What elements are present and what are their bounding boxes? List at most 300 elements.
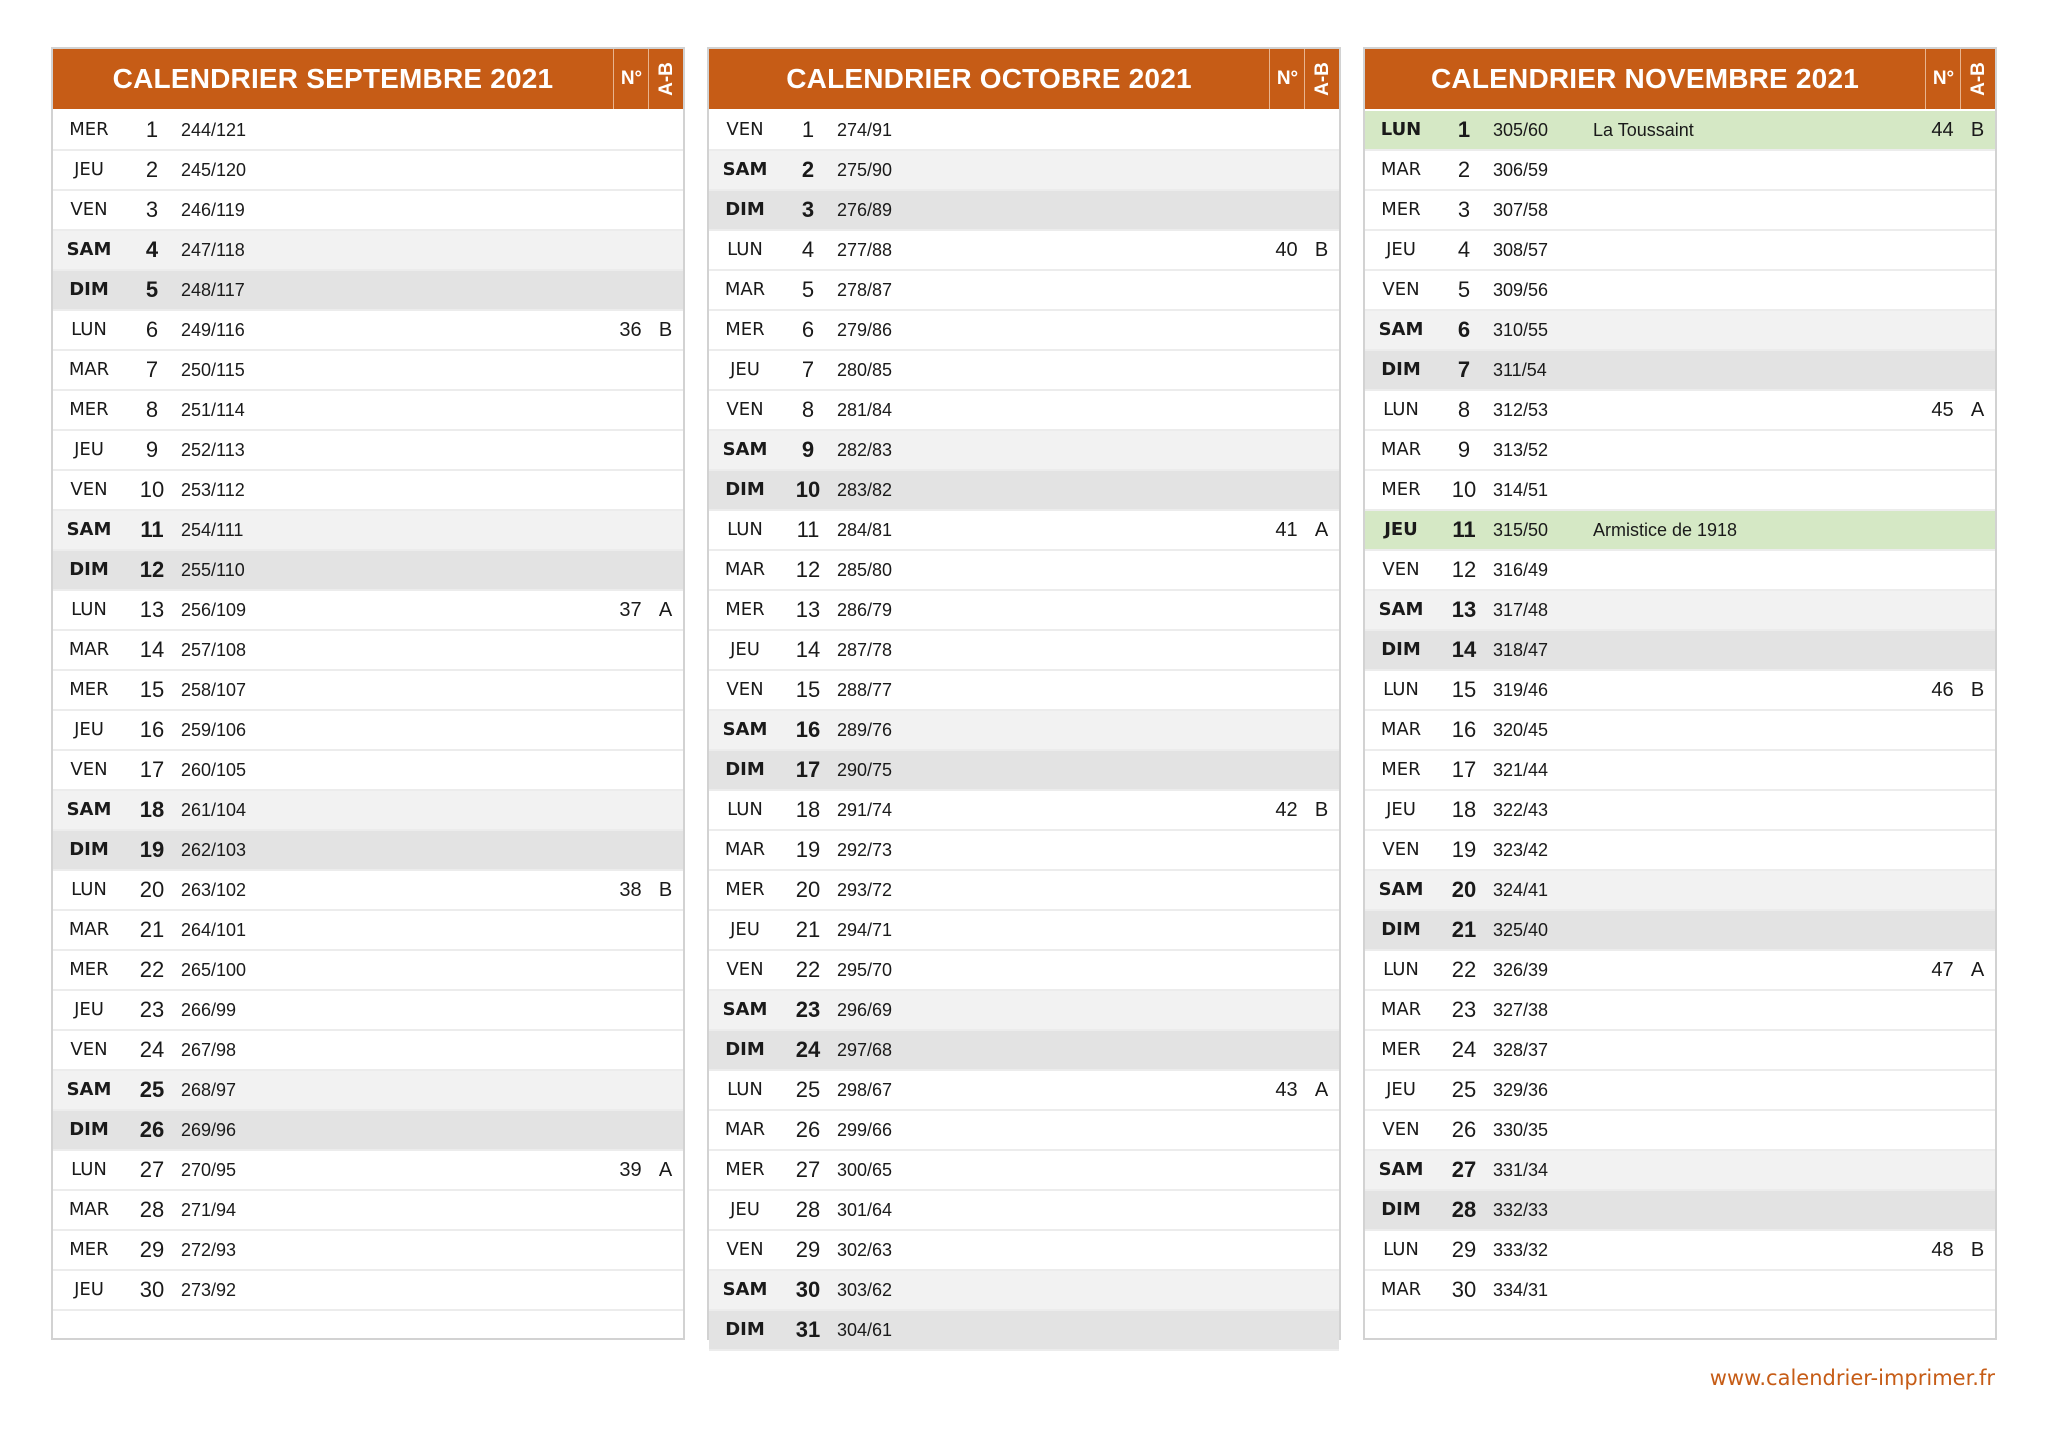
- day-row: [53, 791, 683, 831]
- day-number: 20: [1451, 877, 1477, 902]
- day-number: 29: [139, 1237, 165, 1262]
- day-of-year: 250/115: [181, 360, 245, 380]
- day-name: SAM: [1378, 879, 1424, 900]
- day-number: 1: [145, 117, 159, 142]
- week-number: 44: [1931, 119, 1954, 141]
- day-row: [53, 831, 683, 871]
- day-number: 26: [795, 1117, 821, 1142]
- day-of-year: 260/105: [181, 760, 247, 780]
- day-number: 28: [795, 1197, 821, 1222]
- day-name: SAM: [1378, 599, 1424, 620]
- day-number: 4: [145, 237, 159, 262]
- day-of-year: 298/67: [837, 1080, 893, 1100]
- day-row: [1365, 471, 1995, 511]
- day-name: MAR: [724, 839, 766, 860]
- day-number: 15: [795, 677, 821, 702]
- day-name: MAR: [1380, 1279, 1422, 1300]
- day-name: JEU: [74, 719, 104, 740]
- week-number: 40: [1275, 239, 1298, 261]
- day-number: 19: [795, 837, 821, 862]
- day-of-year: 333/32: [1493, 1240, 1549, 1260]
- day-row: [1365, 591, 1995, 631]
- day-number: 30: [795, 1277, 821, 1302]
- day-number: 3: [145, 197, 159, 222]
- day-row: [709, 951, 1339, 991]
- day-row: [709, 311, 1339, 351]
- day-row: [709, 231, 1339, 271]
- day-number: 8: [801, 397, 815, 422]
- day-name: SAM: [1378, 1159, 1424, 1180]
- day-name: MAR: [68, 1199, 110, 1220]
- day-row: [53, 711, 683, 751]
- day-row: [53, 671, 683, 711]
- day-of-year: 270/95: [181, 1160, 237, 1180]
- day-row: [1365, 1111, 1995, 1151]
- day-name: DIM: [725, 759, 765, 780]
- ab-week-header-label: A-B: [1311, 62, 1333, 96]
- day-number: 19: [1451, 837, 1477, 862]
- month-header: [53, 49, 683, 109]
- day-name: MAR: [1380, 439, 1422, 460]
- day-row: [1365, 351, 1995, 391]
- day-of-year: 303/62: [837, 1280, 893, 1300]
- day-of-year: 253/112: [181, 480, 245, 500]
- day-of-year: 263/102: [181, 880, 247, 900]
- day-of-year: 248/117: [181, 280, 245, 300]
- day-row: [709, 431, 1339, 471]
- day-number: 12: [795, 557, 821, 582]
- day-number: 13: [139, 597, 165, 622]
- day-number: 12: [139, 557, 165, 582]
- day-name: DIM: [69, 839, 109, 860]
- week-number: 36: [619, 319, 642, 341]
- day-of-year: 282/83: [837, 440, 893, 460]
- day-row: [709, 871, 1339, 911]
- day-row: [1365, 1071, 1995, 1111]
- day-number: 16: [139, 717, 165, 742]
- day-name: JEU: [74, 1279, 104, 1300]
- day-number: 8: [145, 397, 159, 422]
- week-number: 47: [1931, 959, 1954, 981]
- day-name: MER: [69, 119, 109, 140]
- day-name: DIM: [1381, 919, 1421, 940]
- day-row: [1365, 551, 1995, 591]
- day-row: [709, 751, 1339, 791]
- day-of-year: 267/98: [181, 1040, 237, 1060]
- day-name: JEU: [74, 439, 104, 460]
- day-name: DIM: [725, 479, 765, 500]
- day-row: [53, 271, 683, 311]
- day-of-year: 299/66: [837, 1120, 893, 1140]
- day-number: 24: [795, 1037, 821, 1062]
- day-number: 15: [1451, 677, 1477, 702]
- day-number: 4: [1457, 237, 1471, 262]
- day-name: VEN: [70, 759, 108, 780]
- day-name: SAM: [722, 159, 768, 180]
- ab-week-header-label: A-B: [655, 62, 677, 96]
- day-name: LUN: [1380, 119, 1422, 140]
- day-number: 24: [1451, 1037, 1477, 1062]
- day-number: 28: [1451, 1197, 1477, 1222]
- day-row: [709, 711, 1339, 751]
- day-number: 14: [795, 637, 821, 662]
- day-row: [53, 511, 683, 551]
- day-name: MAR: [1380, 719, 1422, 740]
- day-number: 10: [139, 477, 165, 502]
- day-number: 14: [139, 637, 165, 662]
- day-of-year: 244/121: [181, 120, 247, 140]
- day-of-year: 309/56: [1493, 280, 1549, 300]
- ab-week: B: [658, 879, 673, 901]
- day-of-year: 314/51: [1493, 480, 1549, 500]
- day-row: [709, 151, 1339, 191]
- day-of-year: 272/93: [181, 1240, 237, 1260]
- week-number: 39: [619, 1159, 642, 1181]
- day-name: SAM: [66, 519, 112, 540]
- day-of-year: 262/103: [181, 840, 247, 860]
- day-name: DIM: [1381, 1199, 1421, 1220]
- day-of-year: 258/107: [181, 680, 247, 700]
- day-number: 25: [1451, 1077, 1477, 1102]
- day-number: 12: [1451, 557, 1477, 582]
- day-name: JEU: [730, 359, 760, 380]
- week-number: 42: [1275, 799, 1298, 821]
- day-number: 27: [795, 1157, 821, 1182]
- month-calendar: [707, 47, 1341, 1340]
- day-row: [709, 351, 1339, 391]
- day-name: LUN: [1383, 679, 1419, 700]
- day-name: VEN: [726, 119, 764, 140]
- day-name: JEU: [730, 1199, 760, 1220]
- ab-week-header: [648, 49, 684, 109]
- day-of-year: 318/47: [1493, 640, 1549, 660]
- day-name: MAR: [68, 919, 110, 940]
- day-row: [1365, 231, 1995, 271]
- day-of-year: 283/82: [837, 480, 893, 500]
- day-number: 4: [801, 237, 815, 262]
- week-number: 46: [1931, 679, 1954, 701]
- day-number: 17: [1451, 757, 1477, 782]
- day-name: LUN: [1383, 959, 1419, 980]
- day-name: JEU: [1386, 799, 1416, 820]
- day-number: 10: [1451, 477, 1477, 502]
- holiday-name: La Toussaint: [1593, 120, 1694, 140]
- day-name: LUN: [71, 879, 107, 900]
- day-number: 22: [1451, 957, 1477, 982]
- day-of-year: 334/31: [1493, 1280, 1549, 1300]
- day-of-year: 305/60: [1493, 120, 1549, 140]
- day-number: 21: [795, 917, 821, 942]
- day-name: MAR: [724, 279, 766, 300]
- day-name: VEN: [726, 679, 764, 700]
- day-of-year: 271/94: [181, 1200, 237, 1220]
- day-of-year: 273/92: [181, 1280, 237, 1300]
- day-name: DIM: [725, 199, 765, 220]
- ab-week-header: [1304, 49, 1340, 109]
- ab-week: B: [1314, 799, 1329, 821]
- day-of-year: 280/85: [837, 360, 893, 380]
- day-of-year: 252/113: [181, 440, 245, 460]
- day-of-year: 254/111: [181, 520, 244, 540]
- day-name: VEN: [70, 1039, 108, 1060]
- day-of-year: 291/74: [837, 800, 893, 820]
- day-name: LUN: [727, 1079, 763, 1100]
- day-row: [1365, 991, 1995, 1031]
- day-of-year: 312/53: [1493, 400, 1549, 420]
- day-of-year: 292/73: [837, 840, 893, 860]
- day-row: [53, 1271, 683, 1311]
- day-of-year: 279/86: [837, 320, 893, 340]
- day-name: JEU: [730, 639, 760, 660]
- day-number: 26: [1451, 1117, 1477, 1142]
- day-row: [53, 151, 683, 191]
- day-row: [53, 311, 683, 351]
- day-row: [1365, 1151, 1995, 1191]
- day-row: [1365, 871, 1995, 911]
- day-of-year: 266/99: [181, 1000, 237, 1020]
- day-of-year: 322/43: [1493, 800, 1549, 820]
- day-of-year: 325/40: [1493, 920, 1549, 940]
- day-number: 6: [1457, 317, 1471, 342]
- day-number: 23: [1451, 997, 1477, 1022]
- day-of-year: 257/108: [181, 640, 247, 660]
- ab-week-header-label: A-B: [1967, 62, 1989, 96]
- week-number-header: N°: [613, 49, 649, 109]
- day-name: VEN: [70, 199, 108, 220]
- day-number: 17: [139, 757, 165, 782]
- day-row: [53, 591, 683, 631]
- day-number: 22: [795, 957, 821, 982]
- day-row: [1365, 911, 1995, 951]
- day-of-year: 277/88: [837, 240, 893, 260]
- day-of-year: 288/77: [837, 680, 893, 700]
- day-number: 13: [795, 597, 821, 622]
- day-number: 3: [801, 197, 815, 222]
- week-number: 45: [1931, 399, 1954, 421]
- day-name: MER: [69, 399, 109, 420]
- day-of-year: 294/71: [837, 920, 893, 940]
- week-number: 43: [1275, 1079, 1298, 1101]
- day-of-year: 329/36: [1493, 1080, 1549, 1100]
- day-row: [709, 1031, 1339, 1071]
- day-row: [1365, 151, 1995, 191]
- day-number: 23: [795, 997, 821, 1022]
- day-of-year: 293/72: [837, 880, 893, 900]
- day-row: [709, 1151, 1339, 1191]
- day-row: [53, 871, 683, 911]
- day-of-year: 324/41: [1493, 880, 1549, 900]
- day-number: 2: [1457, 157, 1471, 182]
- day-of-year: 302/63: [837, 1240, 893, 1260]
- month-title: CALENDRIER NOVEMBRE 2021: [1431, 63, 1859, 94]
- day-number: 1: [1457, 117, 1471, 142]
- day-number: 22: [139, 957, 165, 982]
- day-row: [709, 191, 1339, 231]
- day-row: [709, 631, 1339, 671]
- day-of-year: 259/106: [181, 720, 247, 740]
- ab-week: B: [658, 319, 673, 341]
- day-number: 10: [795, 477, 821, 502]
- day-row: [53, 1111, 683, 1151]
- day-row: [709, 511, 1339, 551]
- day-row: [709, 471, 1339, 511]
- day-name: MER: [69, 679, 109, 700]
- day-number: 31: [795, 1317, 821, 1342]
- ab-week: B: [1970, 1239, 1985, 1261]
- day-name: SAM: [1378, 319, 1424, 340]
- day-of-year: 284/81: [837, 520, 893, 540]
- day-name: LUN: [1383, 1239, 1419, 1260]
- day-number: 25: [795, 1077, 821, 1102]
- month-calendar: [51, 47, 685, 1340]
- day-name: SAM: [722, 719, 768, 740]
- day-of-year: 297/68: [837, 1040, 893, 1060]
- day-row: [1365, 951, 1995, 991]
- ab-week: A: [658, 1159, 673, 1181]
- day-name: DIM: [69, 559, 109, 580]
- day-row: [53, 1071, 683, 1111]
- ab-week: B: [1314, 239, 1329, 261]
- day-number: 20: [795, 877, 821, 902]
- day-row: [53, 231, 683, 271]
- day-name: VEN: [1382, 279, 1420, 300]
- day-row: [709, 271, 1339, 311]
- ab-week: A: [1970, 399, 1985, 421]
- day-name: MAR: [1380, 999, 1422, 1020]
- day-name: DIM: [1381, 639, 1421, 660]
- day-number: 11: [796, 517, 820, 542]
- day-name: MER: [1381, 1039, 1421, 1060]
- day-of-year: 256/109: [181, 600, 247, 620]
- day-of-year: 326/39: [1493, 960, 1549, 980]
- day-name: LUN: [71, 599, 107, 620]
- day-row: [53, 1231, 683, 1271]
- day-list: [1365, 111, 1995, 1311]
- ab-week: B: [1970, 679, 1985, 701]
- day-number: 14: [1451, 637, 1477, 662]
- day-name: DIM: [725, 1319, 765, 1340]
- day-number: 18: [795, 797, 821, 822]
- day-row: [1365, 311, 1995, 351]
- day-row: [53, 111, 683, 151]
- ab-week-header: [1960, 49, 1996, 109]
- day-number: 5: [145, 277, 159, 302]
- day-row: [1365, 671, 1995, 711]
- day-of-year: 289/76: [837, 720, 893, 740]
- day-row: [53, 1191, 683, 1231]
- day-name: MAR: [68, 639, 110, 660]
- day-row: [709, 831, 1339, 871]
- day-name: MER: [69, 1239, 109, 1260]
- day-name: LUN: [727, 799, 763, 820]
- day-of-year: 319/46: [1493, 680, 1549, 700]
- week-number: 37: [619, 599, 642, 621]
- day-row: [1365, 1231, 1995, 1271]
- month-title: CALENDRIER SEPTEMBRE 2021: [112, 63, 554, 94]
- day-row: [1365, 751, 1995, 791]
- day-name: SAM: [722, 999, 768, 1020]
- day-of-year: 304/61: [837, 1320, 893, 1340]
- day-name: LUN: [71, 319, 107, 340]
- day-name: MER: [69, 959, 109, 980]
- day-name: JEU: [74, 999, 104, 1020]
- day-of-year: 286/79: [837, 600, 893, 620]
- day-name: VEN: [726, 1239, 764, 1260]
- day-name: VEN: [726, 399, 764, 420]
- day-name: SAM: [66, 239, 112, 260]
- day-of-year: 307/58: [1493, 200, 1549, 220]
- day-of-year: 274/91: [837, 120, 893, 140]
- ab-week: B: [1970, 119, 1985, 141]
- day-number: 27: [139, 1157, 165, 1182]
- day-name: SAM: [66, 1079, 112, 1100]
- day-name: MER: [1381, 759, 1421, 780]
- day-row: [1365, 631, 1995, 671]
- day-row: [53, 351, 683, 391]
- day-number: 16: [795, 717, 821, 742]
- day-row: [53, 631, 683, 671]
- day-row: [53, 1151, 683, 1191]
- day-number: 8: [1457, 397, 1471, 422]
- day-number: 6: [801, 317, 815, 342]
- day-number: 2: [801, 157, 815, 182]
- day-of-year: 295/70: [837, 960, 893, 980]
- day-of-year: 281/84: [837, 400, 893, 420]
- day-name: VEN: [70, 479, 108, 500]
- day-name: MER: [1381, 479, 1421, 500]
- day-row: [1365, 1271, 1995, 1311]
- day-row: [53, 391, 683, 431]
- day-of-year: 247/118: [181, 240, 245, 260]
- day-of-year: 316/49: [1493, 560, 1549, 580]
- day-of-year: 249/116: [181, 320, 245, 340]
- day-number: 16: [1451, 717, 1477, 742]
- month-calendar: [1363, 47, 1997, 1340]
- day-number: 21: [1451, 917, 1477, 942]
- week-number: 48: [1931, 1239, 1954, 1261]
- day-row: [709, 1071, 1339, 1111]
- day-name: JEU: [1384, 519, 1418, 540]
- day-name: MAR: [724, 1119, 766, 1140]
- day-row: [709, 111, 1339, 151]
- day-name: LUN: [727, 519, 763, 540]
- website-link[interactable]: www.calendrier-imprimer.fr: [1709, 1366, 1995, 1390]
- day-of-year: 300/65: [837, 1160, 893, 1180]
- day-row: [709, 791, 1339, 831]
- day-row: [53, 191, 683, 231]
- day-of-year: 306/59: [1493, 160, 1549, 180]
- day-row: [709, 591, 1339, 631]
- day-row: [1365, 1031, 1995, 1071]
- day-number: 11: [140, 517, 164, 542]
- day-name: VEN: [726, 959, 764, 980]
- day-of-year: 246/119: [181, 200, 245, 220]
- day-number: 5: [801, 277, 815, 302]
- day-of-year: 285/80: [837, 560, 893, 580]
- day-number: 24: [139, 1037, 165, 1062]
- holiday-name: Armistice de 1918: [1593, 520, 1738, 540]
- day-of-year: 278/87: [837, 280, 893, 300]
- day-name: MER: [725, 879, 765, 900]
- day-of-year: 290/75: [837, 760, 893, 780]
- day-of-year: 313/52: [1493, 440, 1549, 460]
- day-of-year: 310/55: [1493, 320, 1549, 340]
- day-name: MER: [725, 1159, 765, 1180]
- month-header: [709, 49, 1339, 109]
- day-of-year: 323/42: [1493, 840, 1549, 860]
- week-number: 41: [1275, 519, 1298, 541]
- day-name: JEU: [1386, 1079, 1416, 1100]
